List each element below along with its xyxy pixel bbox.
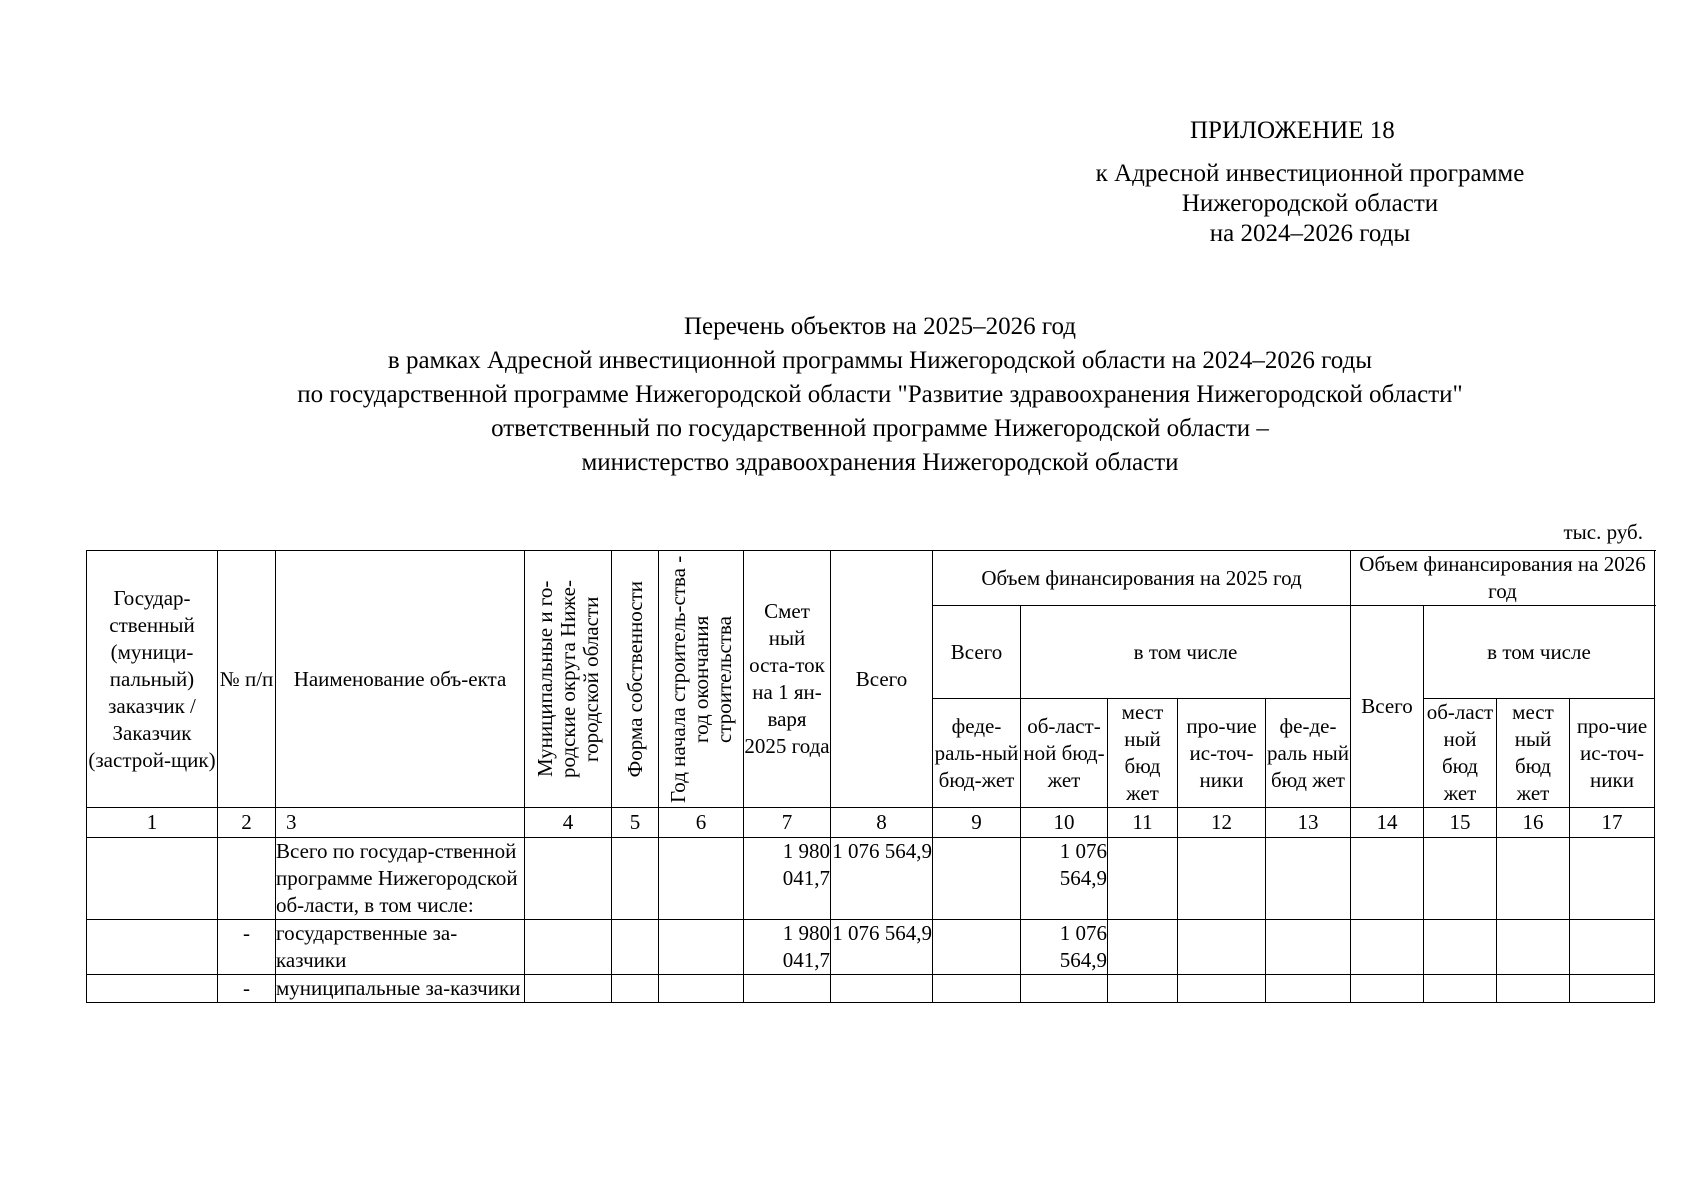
- header-federal-2026: фе-де-раль ный бюд жет: [1266, 699, 1351, 808]
- column-number: 13: [1266, 808, 1351, 838]
- table-cell: [612, 838, 659, 920]
- table-cell: [87, 838, 218, 920]
- heading-line: по государственной программе Нижегородской области "Развитие здравоохранения Нижегородской области": [297, 381, 1463, 408]
- header-regional-2026: об-ласт ной бюд жет: [1424, 699, 1497, 808]
- table-cell: 1 980 041,7: [744, 920, 831, 975]
- table-cell: [525, 920, 612, 975]
- header-local-2025: мест ный бюд жет: [1108, 699, 1178, 808]
- header-municipal-text: Муниципальные и го-родские округа Ниже-городской области: [532, 580, 603, 778]
- table-cell: 1 980 041,7: [744, 838, 831, 920]
- table-cell: [744, 975, 831, 1003]
- table-cell: [612, 975, 659, 1003]
- table-cell: [659, 975, 744, 1003]
- table-cell: [1108, 920, 1178, 975]
- appendix-line: Нижегородской области: [1181, 190, 1439, 217]
- table-cell: муниципальные за-казчики: [276, 975, 525, 1003]
- table-cell: 1 076 564,9: [1021, 920, 1108, 975]
- column-number: 12: [1178, 808, 1266, 838]
- table-cell: -: [218, 975, 276, 1003]
- appendix-line: на 2024–2026 годы: [1209, 220, 1411, 247]
- table-cell: [933, 975, 1021, 1003]
- table-row: [87, 975, 1655, 1003]
- table-cell: [831, 975, 933, 1003]
- table-cell: [525, 838, 612, 920]
- header-incl-2025: в том числе: [1021, 606, 1351, 699]
- table-cell: [1178, 920, 1266, 975]
- appendix-subtitle: [1060, 159, 1560, 249]
- table-cell: [1424, 920, 1497, 975]
- table-cell: [1266, 975, 1351, 1003]
- appendix-block: [1060, 116, 1560, 249]
- document-heading: [0, 310, 1697, 480]
- column-number: 4: [525, 808, 612, 838]
- table-cell: -: [218, 920, 276, 975]
- column-number: 7: [744, 808, 831, 838]
- units-label: тыс. руб.: [1563, 520, 1643, 544]
- header-regional-2025: об-ласт-ной бюд-жет: [1021, 699, 1108, 808]
- header-other-2026: про-чие ис-точ-ники: [1570, 699, 1655, 808]
- table-cell: [1178, 975, 1266, 1003]
- table-cell: [1266, 838, 1351, 920]
- table-cell: [1424, 838, 1497, 920]
- table-cell: [1108, 975, 1178, 1003]
- column-number: 9: [933, 808, 1021, 838]
- table-cell: [1178, 838, 1266, 920]
- column-number: 11: [1108, 808, 1178, 838]
- table-cell: [659, 838, 744, 920]
- column-number: 15: [1424, 808, 1497, 838]
- header-total: Всего: [831, 551, 933, 808]
- table-cell: [1108, 838, 1178, 920]
- header-years-text: Год начала строитель-ства - год окончания строительства: [665, 555, 736, 803]
- table-cell: [1351, 920, 1424, 975]
- table-cell: [1424, 975, 1497, 1003]
- table-cell: [1497, 920, 1570, 975]
- header-total-2026: Всего: [1351, 606, 1424, 808]
- table-cell: 1 076 564,9: [831, 838, 933, 920]
- header-num: № п/п: [218, 551, 276, 808]
- table-row: [87, 838, 1655, 920]
- table-cell: [1351, 975, 1424, 1003]
- objects-table: [86, 550, 1655, 1003]
- column-number: 3: [276, 808, 525, 838]
- header-incl-2026: в том числе: [1424, 606, 1655, 699]
- table-cell: [659, 920, 744, 975]
- table-cell: [87, 975, 218, 1003]
- table-cell: [1266, 920, 1351, 975]
- column-number-row: [87, 808, 1655, 838]
- table-cell: [1497, 838, 1570, 920]
- table-cell: [1497, 975, 1570, 1003]
- table-cell: Всего по государ-ственной программе Нижегородской об-ласти, в том числе:: [276, 838, 525, 920]
- column-number: 8: [831, 808, 933, 838]
- table-cell: [612, 920, 659, 975]
- column-number: 2: [218, 808, 276, 838]
- table-cell: [218, 838, 276, 920]
- header-name: Наименование объ-екта: [276, 551, 525, 808]
- table-cell: государственные за-казчики: [276, 920, 525, 975]
- header-years: [659, 551, 744, 808]
- header-customer: Государ-ственный (муници-пальный) заказчик / Заказчик (застрой-щик): [87, 551, 218, 808]
- header-other-2025: про-чие ис-точ-ники: [1178, 699, 1266, 808]
- column-number: 6: [659, 808, 744, 838]
- appendix-title: ПРИЛОЖЕНИЕ 18: [1190, 117, 1395, 144]
- table-cell: 1 076 564,9: [831, 920, 933, 975]
- header-federal-2025: феде-раль-ный бюд-жет: [933, 699, 1021, 808]
- table-cell: [933, 838, 1021, 920]
- column-number: 14: [1351, 808, 1424, 838]
- table-cell: 1 076 564,9: [1021, 838, 1108, 920]
- table-cell: [1570, 920, 1655, 975]
- table-cell: [933, 920, 1021, 975]
- table-cell: [1570, 975, 1655, 1003]
- header-fin-2025: Объем финансирования на 2025 год: [933, 551, 1351, 606]
- heading-line: министерство здравоохранения Нижегородской области: [581, 449, 1179, 476]
- column-number: 10: [1021, 808, 1108, 838]
- header-local-2026: мест ный бюд жет: [1497, 699, 1570, 808]
- table-cell: [525, 975, 612, 1003]
- table-row: [87, 920, 1655, 975]
- header-ownership: [612, 551, 659, 808]
- header-estimate: Смет ный оста-ток на 1 ян-варя 2025 года: [744, 551, 831, 808]
- column-number: 5: [612, 808, 659, 838]
- heading-line: ответственный по государственной программе Нижегородской области –: [491, 415, 1269, 442]
- header-fin-2026: Объем финансирования на 2026 год: [1351, 551, 1655, 606]
- table-cell: [87, 920, 218, 975]
- table-cell: [1351, 838, 1424, 920]
- heading-line: в рамках Адресной инвестиционной программы Нижегородской области на 2024–2026 годы: [387, 347, 1373, 374]
- column-number: 17: [1570, 808, 1655, 838]
- table-cell: [1021, 975, 1108, 1003]
- header-total-2025: Всего: [933, 606, 1021, 699]
- heading-line: Перечень объектов на 2025–2026 год: [683, 313, 1077, 340]
- column-number: 16: [1497, 808, 1570, 838]
- table-body: [87, 838, 1655, 1003]
- appendix-line: к Адресной инвестиционной программе: [1095, 160, 1525, 187]
- table-cell: [1570, 838, 1655, 920]
- header-municipal: [525, 551, 612, 808]
- column-number: 1: [87, 808, 218, 838]
- header-ownership-text: Форма собственности: [622, 580, 647, 778]
